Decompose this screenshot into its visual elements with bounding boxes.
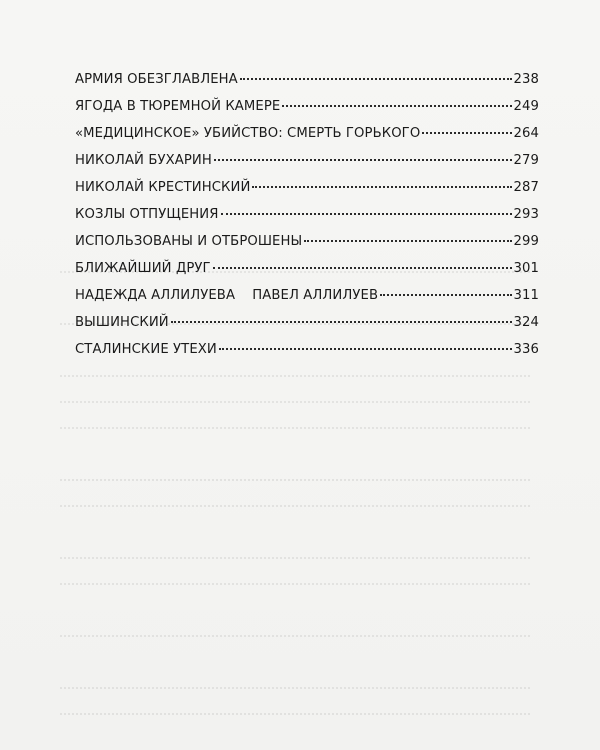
dot-leader xyxy=(171,321,512,323)
toc-entry-title: НИКОЛАЙ БУХАРИН xyxy=(75,153,212,168)
toc-entry-page: 299 xyxy=(513,234,539,249)
toc-entry-page: 336 xyxy=(513,342,539,357)
toc-entry-page: 324 xyxy=(513,315,539,330)
toc-entry xyxy=(75,342,539,369)
toc-entry xyxy=(75,180,539,207)
table-of-contents xyxy=(75,72,539,369)
dot-leader xyxy=(213,267,512,269)
toc-entry-page: 311 xyxy=(513,288,539,303)
toc-entry-page: 238 xyxy=(513,72,539,87)
toc-entry-title: ИСПОЛЬЗОВАНЫ И ОТБРОШЕНЫ xyxy=(75,234,303,249)
toc-entry-title: ВЫШИНСКИЙ xyxy=(75,315,169,330)
dot-leader xyxy=(252,186,511,188)
toc-entry-page: 249 xyxy=(513,99,539,114)
toc-entry xyxy=(75,126,539,153)
toc-entry xyxy=(75,234,539,261)
dot-leader xyxy=(422,132,511,134)
toc-entry-title: КОЗЛЫ ОТПУЩЕНИЯ xyxy=(75,207,219,222)
dot-leader xyxy=(282,105,511,107)
toc-entry xyxy=(75,207,539,234)
toc-entry-page: 279 xyxy=(513,153,539,168)
dot-leader xyxy=(214,159,512,161)
toc-entry-title: СТАЛИНСКИЕ УТЕХИ xyxy=(75,342,217,357)
dot-leader xyxy=(380,294,511,296)
toc-entry xyxy=(75,99,539,126)
toc-entry xyxy=(75,153,539,180)
dot-leader xyxy=(219,348,512,350)
toc-entry xyxy=(75,315,539,342)
toc-entry-title: НАДЕЖДА АЛЛИЛУЕВА ПАВЕЛ АЛЛИЛУЕВ xyxy=(75,288,379,303)
toc-entry xyxy=(75,72,539,99)
toc-entry-page: 301 xyxy=(513,261,539,276)
toc-entry-title: НИКОЛАЙ КРЕСТИНСКИЙ xyxy=(75,180,251,195)
toc-entry-page: 287 xyxy=(513,180,539,195)
toc-entry xyxy=(75,288,539,315)
toc-entry-title: ЯГОДА В ТЮРЕМНОЙ КАМЕРЕ xyxy=(75,99,281,114)
toc-entry-title: «МЕДИЦИНСКОЕ» УБИЙСТВО: СМЕРТЬ ГОРЬКОГО xyxy=(75,126,421,141)
dot-leader xyxy=(304,240,511,242)
toc-entry-page: 264 xyxy=(513,126,539,141)
dot-leader xyxy=(221,213,512,215)
toc-entry-title: БЛИЖАЙШИЙ ДРУГ xyxy=(75,261,211,276)
toc-entry-title: АРМИЯ ОБЕЗГЛАВЛЕНА xyxy=(75,72,238,87)
toc-entry xyxy=(75,261,539,288)
toc-entry-page: 293 xyxy=(513,207,539,222)
dot-leader xyxy=(240,78,512,80)
